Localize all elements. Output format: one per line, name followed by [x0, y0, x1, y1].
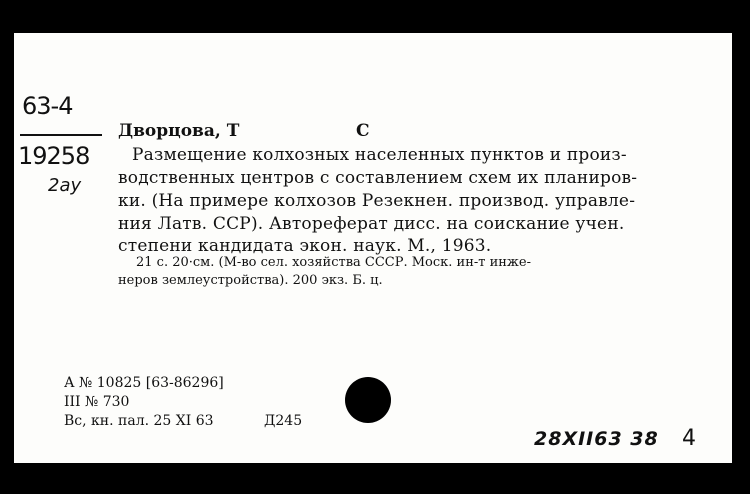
- handwritten-date: [534, 428, 659, 450]
- collation-line: неров землеустройства). 200 экз. Б. ц.: [118, 273, 383, 288]
- title-line: водственных центров с составлением схем их планиров-: [118, 168, 638, 188]
- collation-line: 21 с. 20·см. (М-во сел. хозяйства СССР. Моск. ин-т инже-: [136, 255, 531, 270]
- handwritten-mark: 4: [682, 426, 696, 451]
- chamber-date: Вс, кн. пал. 25 XI 63: [64, 413, 214, 429]
- filing-letter: С: [356, 121, 370, 141]
- author-heading: Дворцова, Т: [118, 121, 240, 141]
- title-line: Размещение колхозных населенных пунктов и произ-: [132, 145, 627, 165]
- registration-number: А № 10825 [63-86296]: [64, 375, 224, 391]
- handwritten-accession-number: 19258: [18, 142, 90, 170]
- call-number-underline: [20, 134, 102, 136]
- title-line: степени кандидата экон. наук. М., 1963.: [118, 236, 492, 256]
- series-number: III № 730: [64, 394, 130, 410]
- title-line: ния Латв. ССР). Автореферат дисс. на соискание учен.: [118, 214, 625, 234]
- punch-hole: [345, 377, 391, 423]
- handwritten-signature: 2ау: [48, 175, 82, 196]
- title-line: ки. (На примере колхозов Резекнен. производ. управле-: [118, 191, 636, 211]
- catalog-card: [14, 33, 732, 463]
- card-code: Д245: [264, 413, 303, 429]
- handwritten-date-value: 28XII63: [534, 428, 623, 450]
- handwritten-extra: 38: [630, 428, 659, 450]
- handwritten-call-number: 63-4: [22, 92, 73, 120]
